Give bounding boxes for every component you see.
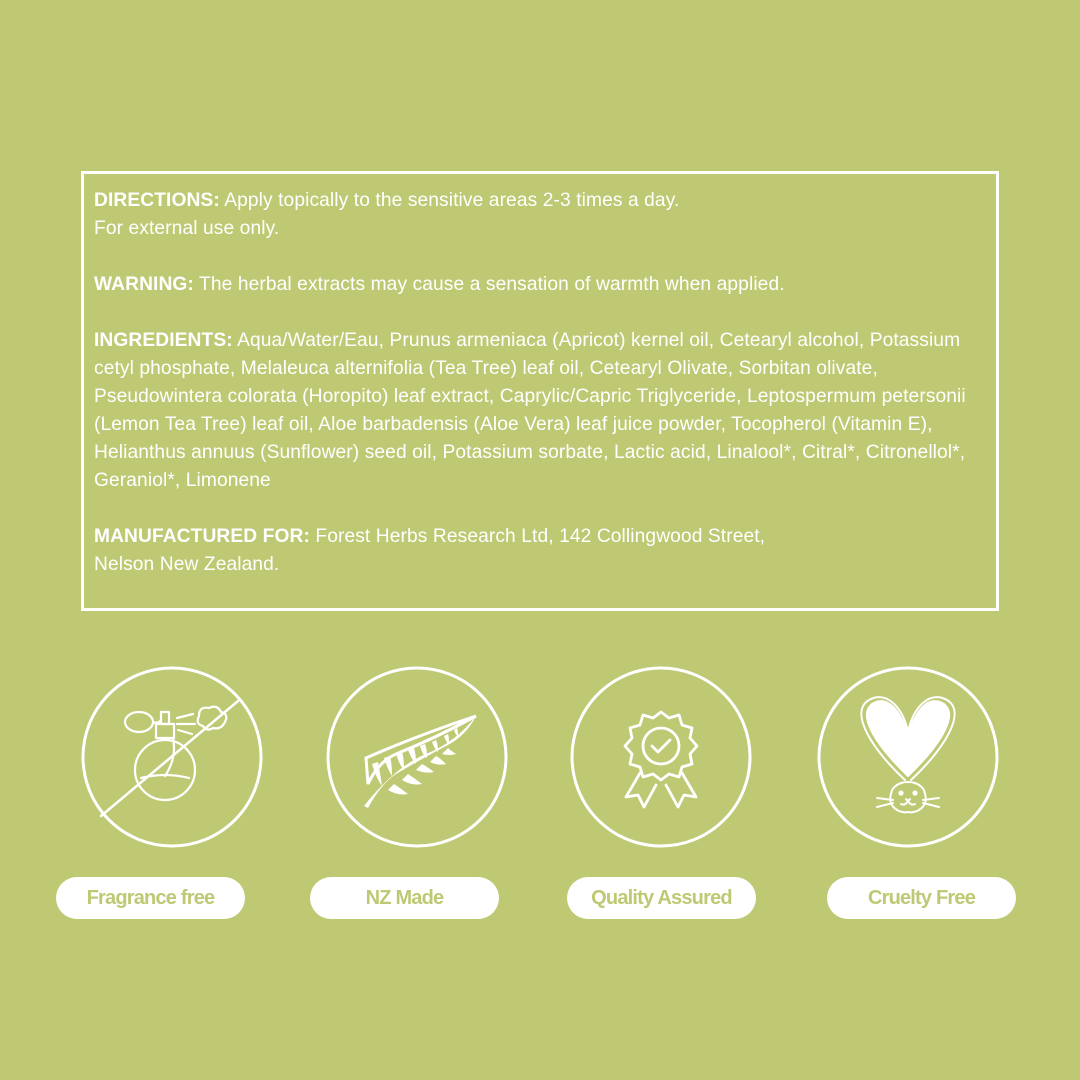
manufacturer-label: MANUFACTURED FOR: [94, 526, 310, 547]
badge-label-nz-made: NZ Made [310, 877, 499, 919]
badge-label-fragrance-free: Fragrance free [56, 877, 245, 919]
manufacturer-location: Nelson New Zealand. [94, 554, 280, 575]
ingredients-label: INGREDIENTS: [94, 330, 233, 351]
product-info-box [81, 171, 999, 611]
warning-section [94, 271, 986, 299]
no-perfume-icon [81, 666, 263, 848]
warning-text: The herbal extracts may cause a sensation of warmth when applied. [193, 274, 785, 295]
manufacturer-text: Forest Herbs Research Ltd, 142 Collingwood Street, [309, 526, 766, 547]
directions-note: For external use only. [94, 218, 280, 239]
warning-label: WARNING: [94, 274, 194, 295]
manufacturer-section [94, 523, 986, 579]
directions-section [94, 187, 986, 243]
fern-leaf-icon [326, 666, 508, 848]
badge-label-cruelty-free: Cruelty Free [827, 877, 1016, 919]
directions-label: DIRECTIONS: [94, 190, 220, 211]
directions-text: Apply topically to the sensitive areas 2-3 times a day. [219, 190, 680, 211]
ingredients-section [94, 327, 986, 495]
bunny-heart-icon [817, 666, 999, 848]
ingredients-text: Aqua/Water/Eau, Prunus armeniaca (Apricot) kernel oil, Cetearyl alcohol, Potassium cetyl phosphate, Melaleuca alternifolia (Tea Tree) leaf oil, Cetearyl Olivate, Sorbitan olivate, Pseudowintera colorata (Horopito) leaf extract, Caprylic/Capric Triglyceride, Leptospermum petersonii (Lemon Tea Tree) leaf oil, Aloe barbadensis (Aloe Vera) leaf juice powder, Tocopherol (Vitamin E), Helianthus annuus (Sunflower) seed oil, Potassium sorbate, Lactic acid, Linalool*, Citral*, Citronellol*, Geraniol*, Limonene [94, 330, 966, 491]
badge-label-quality-assured: Quality Assured [567, 877, 756, 919]
award-ribbon-check-icon [570, 666, 752, 848]
